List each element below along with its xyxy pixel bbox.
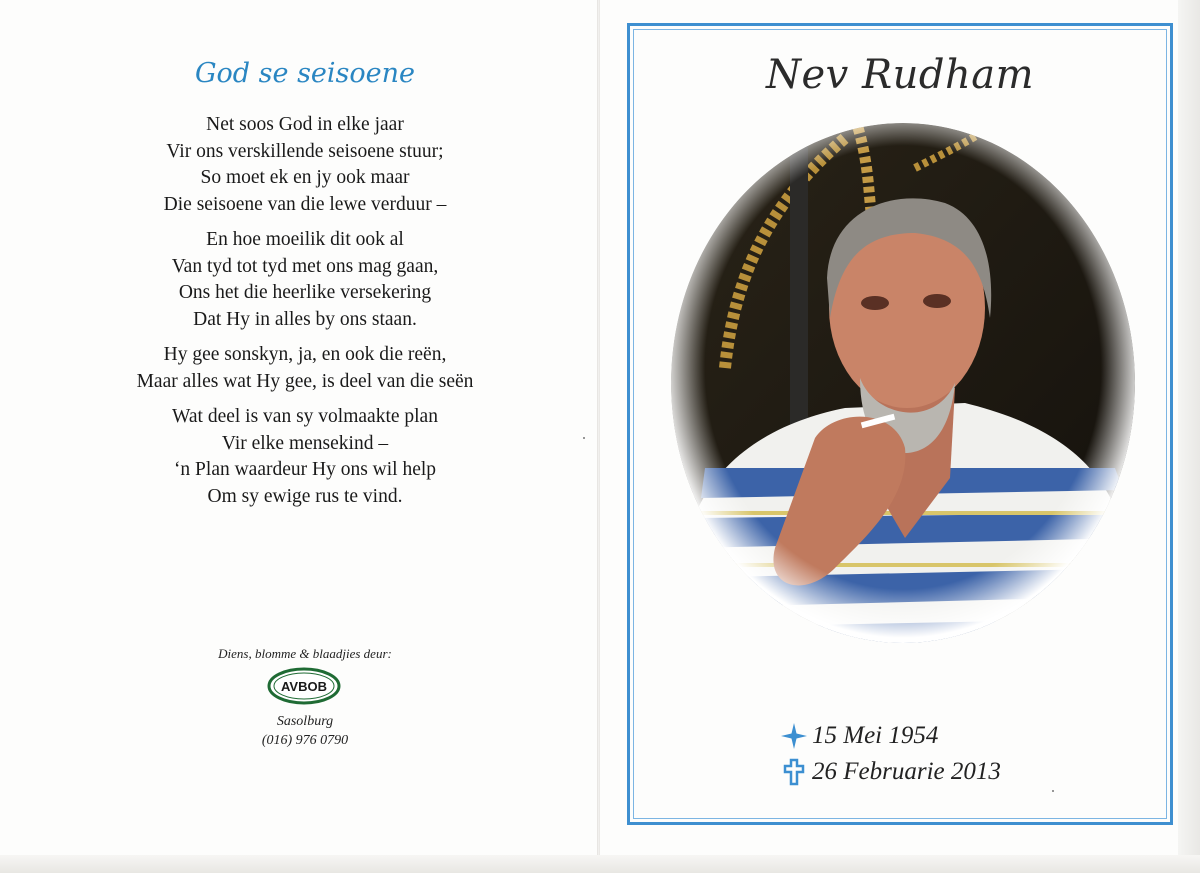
poem-line: En hoe moeilik dit ook al (206, 229, 404, 250)
poem-line: ‘n Plan waardeur Hy ons wil help (173, 459, 437, 480)
poem-stanza-1 (100, 112, 510, 218)
deceased-name: Nev Rudham (765, 52, 1034, 98)
poem-stanza-4 (100, 404, 510, 510)
poem-title: God se seisoene (194, 58, 416, 89)
poem-line: Dat Hy in alles by ons staan. (193, 308, 417, 330)
cross-icon (780, 758, 808, 786)
poem-stanza-2 (100, 227, 510, 333)
poem-line: Van tyd tot tyd met ons mag gaan, (171, 255, 439, 277)
poem-line: Vir ons verskillende seisoene stuur; (166, 140, 444, 162)
company-town: Sasolburg (276, 714, 334, 729)
poem-line: Maar alles wat Hy gee, is deel van die seën (136, 370, 474, 392)
service-credit: Diens, blomme & blaadjies deur: (218, 646, 392, 661)
scan-bottom-edge (0, 855, 1200, 873)
company-phone: (016) 976 0790 (261, 733, 349, 748)
avbob-logo-text: AVBOB (281, 679, 327, 694)
poem-line: So moet ek en jy ook maar (200, 167, 410, 188)
birth-date: 15 Mei 1954 (812, 722, 939, 749)
birth-date-row (780, 722, 1080, 750)
poem (100, 112, 510, 519)
poem-line: Ons het die heerlike versekering (178, 282, 432, 303)
avbob-logo (267, 667, 341, 705)
portrait-photo (665, 118, 1155, 668)
poem-line: Wat deel is van sy volmaakte plan (172, 406, 438, 427)
scan-edge (1178, 0, 1200, 873)
scan-speck (583, 437, 585, 439)
page-fold (597, 0, 600, 873)
poem-line: Om sy ewige rus te vind. (207, 485, 403, 507)
star-icon (780, 722, 808, 750)
poem-line: Vir elke mensekind – (221, 432, 389, 454)
death-date: 26 Februarie 2013 (812, 758, 1001, 785)
poem-stanza-3 (100, 342, 510, 395)
poem-line: Die seisoene van die lewe verduur – (163, 193, 447, 215)
poem-line: Net soos God in elke jaar (206, 114, 404, 135)
poem-line: Hy gee sonskyn, ja, en ook die reën, (163, 344, 447, 365)
death-date-row (780, 758, 1080, 786)
